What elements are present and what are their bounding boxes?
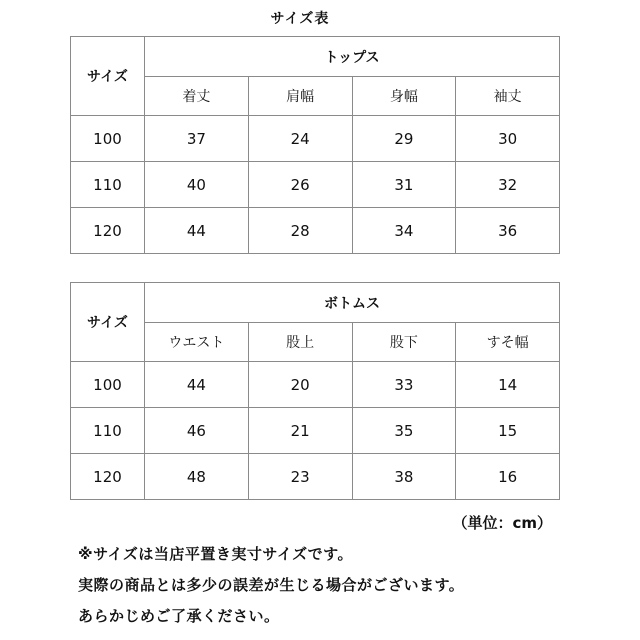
size-cell: 110 (71, 162, 145, 208)
table-subheader-row (71, 323, 560, 362)
table-row (71, 454, 560, 500)
column-header-cell: 袖丈 (456, 77, 560, 116)
value-cell: 26 (248, 162, 352, 208)
size-cell: 120 (71, 454, 145, 500)
value-cell: 29 (352, 116, 456, 162)
value-cell: 31 (352, 162, 456, 208)
value-cell: 44 (145, 362, 249, 408)
table-subheader-row (71, 77, 560, 116)
size-header-cell: サイズ (71, 283, 145, 362)
table-row (71, 362, 560, 408)
value-cell: 14 (456, 362, 560, 408)
value-cell: 36 (456, 208, 560, 254)
value-cell: 44 (145, 208, 249, 254)
value-cell: 35 (352, 408, 456, 454)
value-cell: 30 (456, 116, 560, 162)
value-cell: 32 (456, 162, 560, 208)
column-header-cell: 股下 (352, 323, 456, 362)
table-row (71, 162, 560, 208)
note-line: ※サイズは当店平置き実寸サイズです。 (78, 545, 353, 563)
value-cell: 38 (352, 454, 456, 500)
table-header-row (71, 37, 560, 77)
value-cell: 46 (145, 408, 249, 454)
note-line: あらかじめご了承ください。 (78, 607, 280, 625)
unit-label: （単位：cm） (452, 514, 552, 532)
size-cell: 100 (71, 362, 145, 408)
group-header-cell: トップス (145, 37, 560, 77)
value-cell: 40 (145, 162, 249, 208)
value-cell: 24 (248, 116, 352, 162)
value-cell: 21 (248, 408, 352, 454)
value-cell: 33 (352, 362, 456, 408)
value-cell: 20 (248, 362, 352, 408)
value-cell: 28 (248, 208, 352, 254)
value-cell: 37 (145, 116, 249, 162)
value-cell: 23 (248, 454, 352, 500)
column-header-cell: すそ幅 (456, 323, 560, 362)
size-cell: 120 (71, 208, 145, 254)
note-line: 実際の商品とは多少の誤差が生じる場合がございます。 (78, 576, 465, 594)
column-header-cell: 肩幅 (248, 77, 352, 116)
tops-size-table (70, 36, 560, 254)
column-header-cell: 着丈 (145, 77, 249, 116)
value-cell: 15 (456, 408, 560, 454)
page-title: サイズ表 (270, 11, 330, 27)
value-cell: 16 (456, 454, 560, 500)
value-cell: 48 (145, 454, 249, 500)
value-cell: 34 (352, 208, 456, 254)
column-header-cell: 股上 (248, 323, 352, 362)
size-cell: 100 (71, 116, 145, 162)
table-row (71, 208, 560, 254)
size-header-cell: サイズ (71, 37, 145, 116)
table-row (71, 408, 560, 454)
group-header-cell: ボトムス (145, 283, 560, 323)
size-cell: 110 (71, 408, 145, 454)
bottoms-size-table (70, 282, 560, 500)
column-header-cell: ウエスト (145, 323, 249, 362)
table-row (71, 116, 560, 162)
column-header-cell: 身幅 (352, 77, 456, 116)
table-header-row (71, 283, 560, 323)
